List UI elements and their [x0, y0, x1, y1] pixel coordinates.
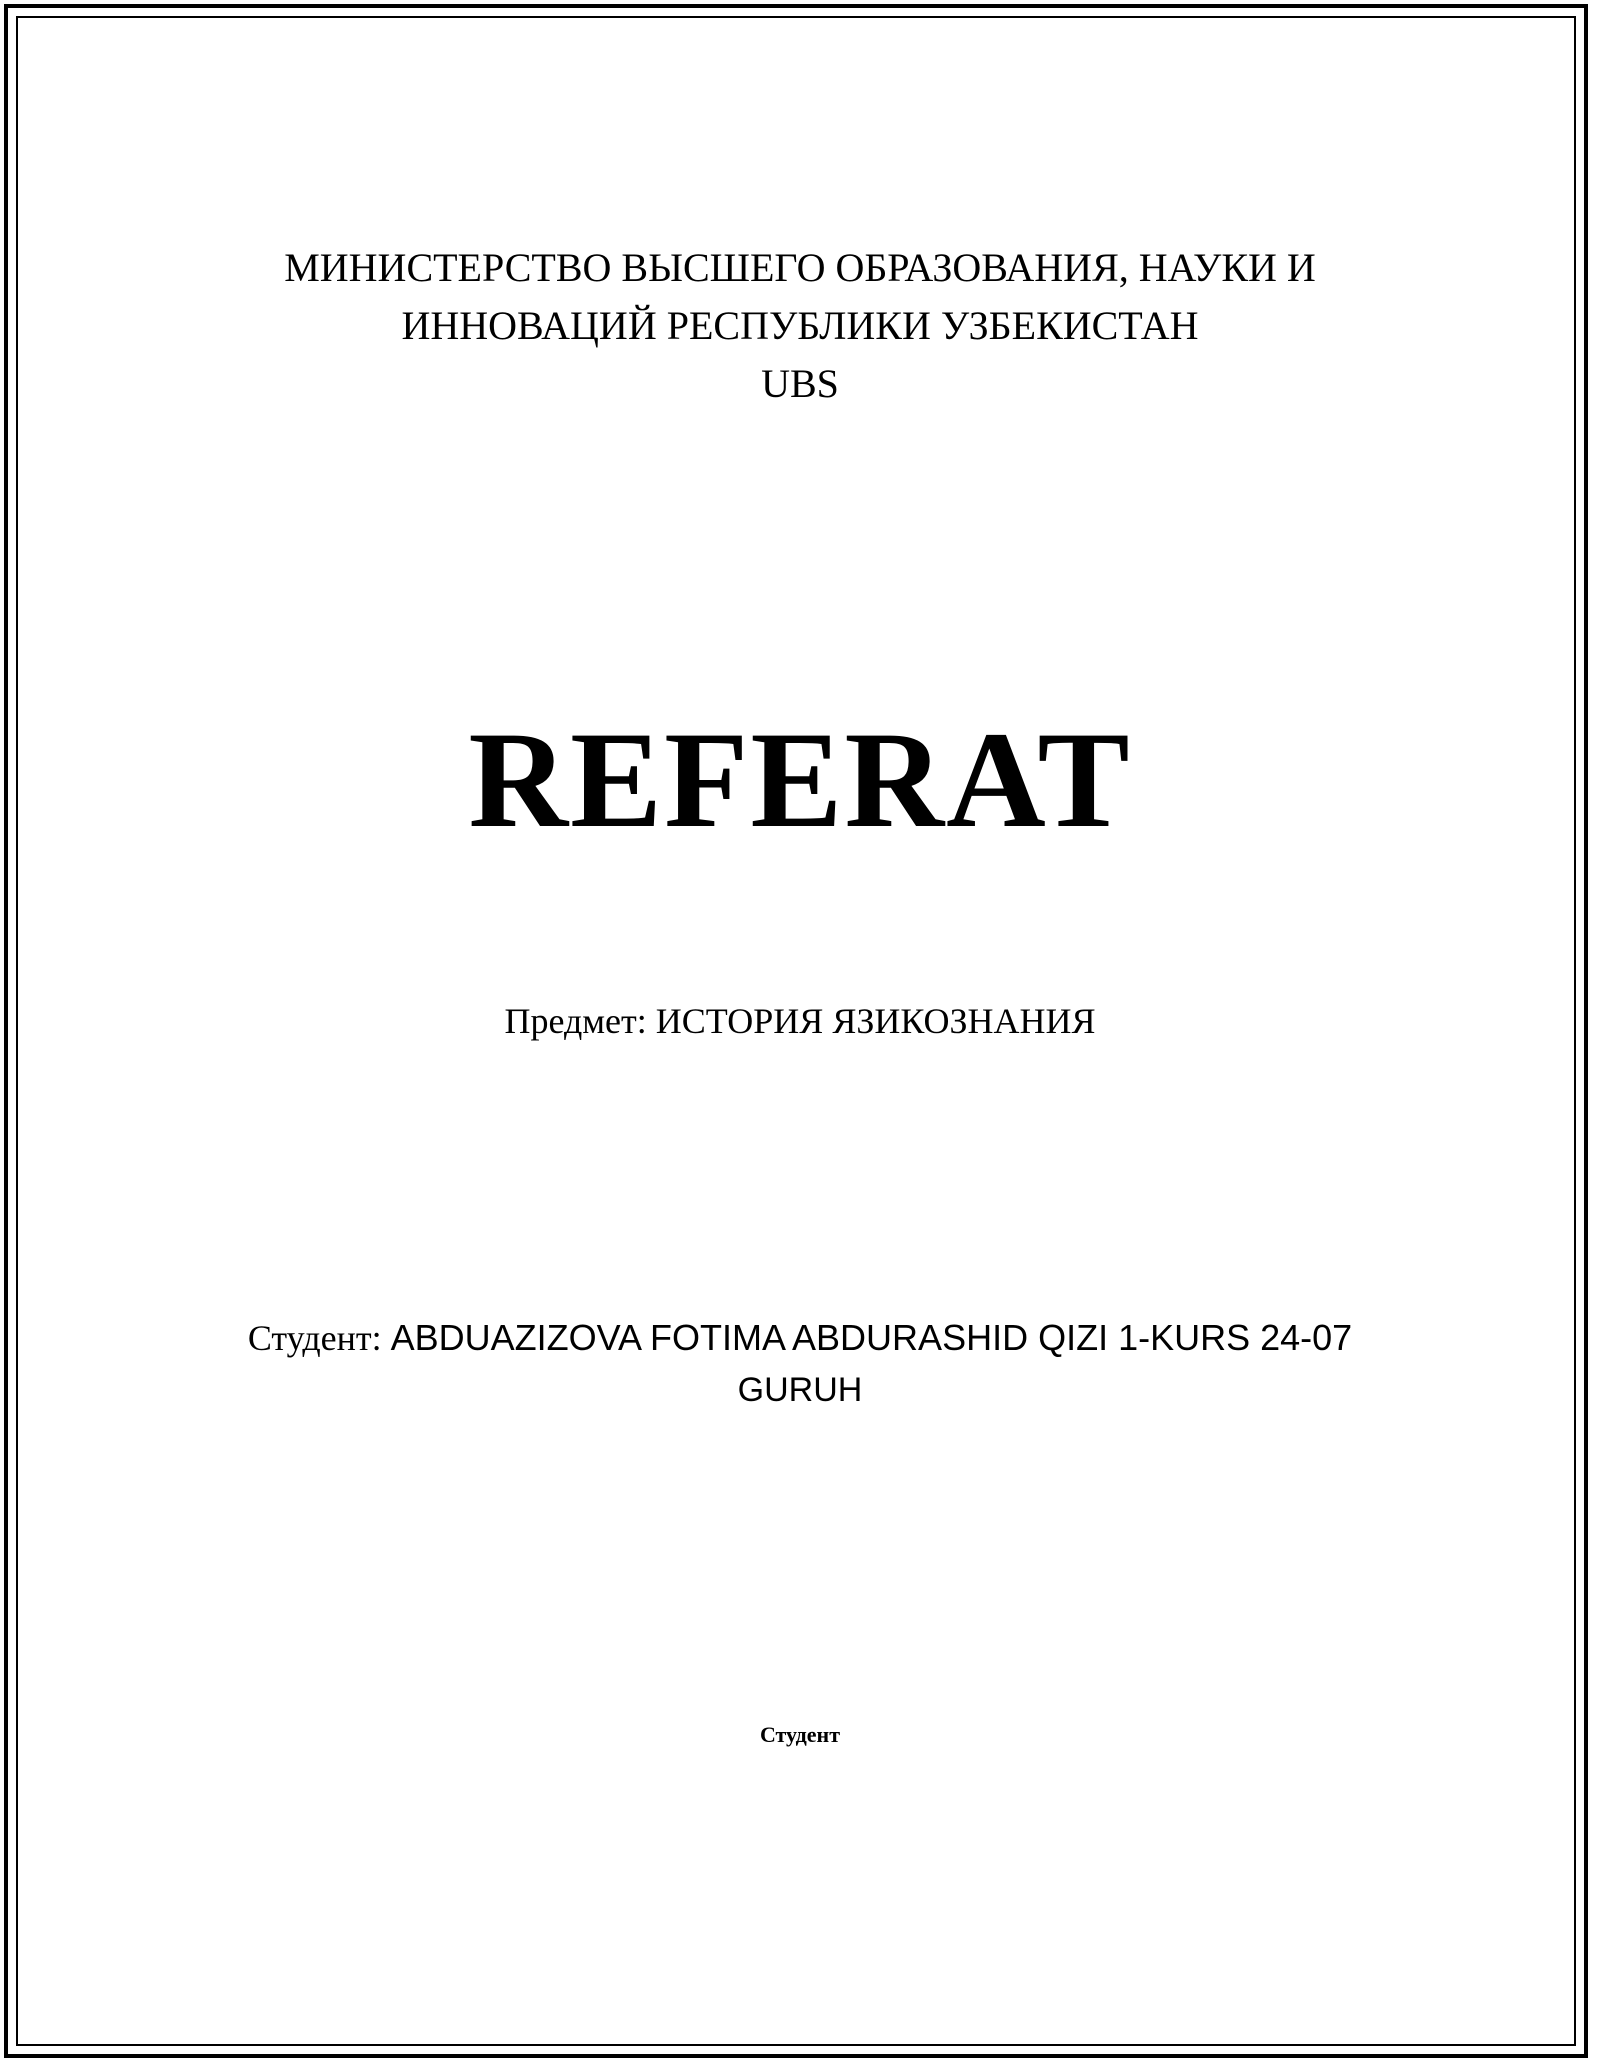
student-label: Студент:: [247, 1318, 391, 1358]
document-title: REFERAT: [468, 703, 1132, 856]
student-line-2: GURUH: [737, 1371, 863, 1409]
student-line-1: [0, 1313, 1600, 1363]
footer-student-label: Студент: [759, 1722, 841, 1747]
institution-name: UBS: [761, 361, 839, 406]
ministry-line-1: МИНИСТЕРСТВО ВЫСШЕГО ОБРАЗОВАНИЯ, НАУКИ И: [284, 245, 1316, 290]
subject-line: Предмет: ИСТОРИЯ ЯЗИКОЗНАНИЯ: [504, 1001, 1096, 1041]
student-name: ABDUAZIZOVA FOTIMA ABDURASHID QIZI 1-KURS 24-07: [390, 1317, 1353, 1358]
ministry-line-2: ИННОВАЦИЙ РЕСПУБЛИКИ УЗБЕКИСТАН: [401, 303, 1199, 348]
